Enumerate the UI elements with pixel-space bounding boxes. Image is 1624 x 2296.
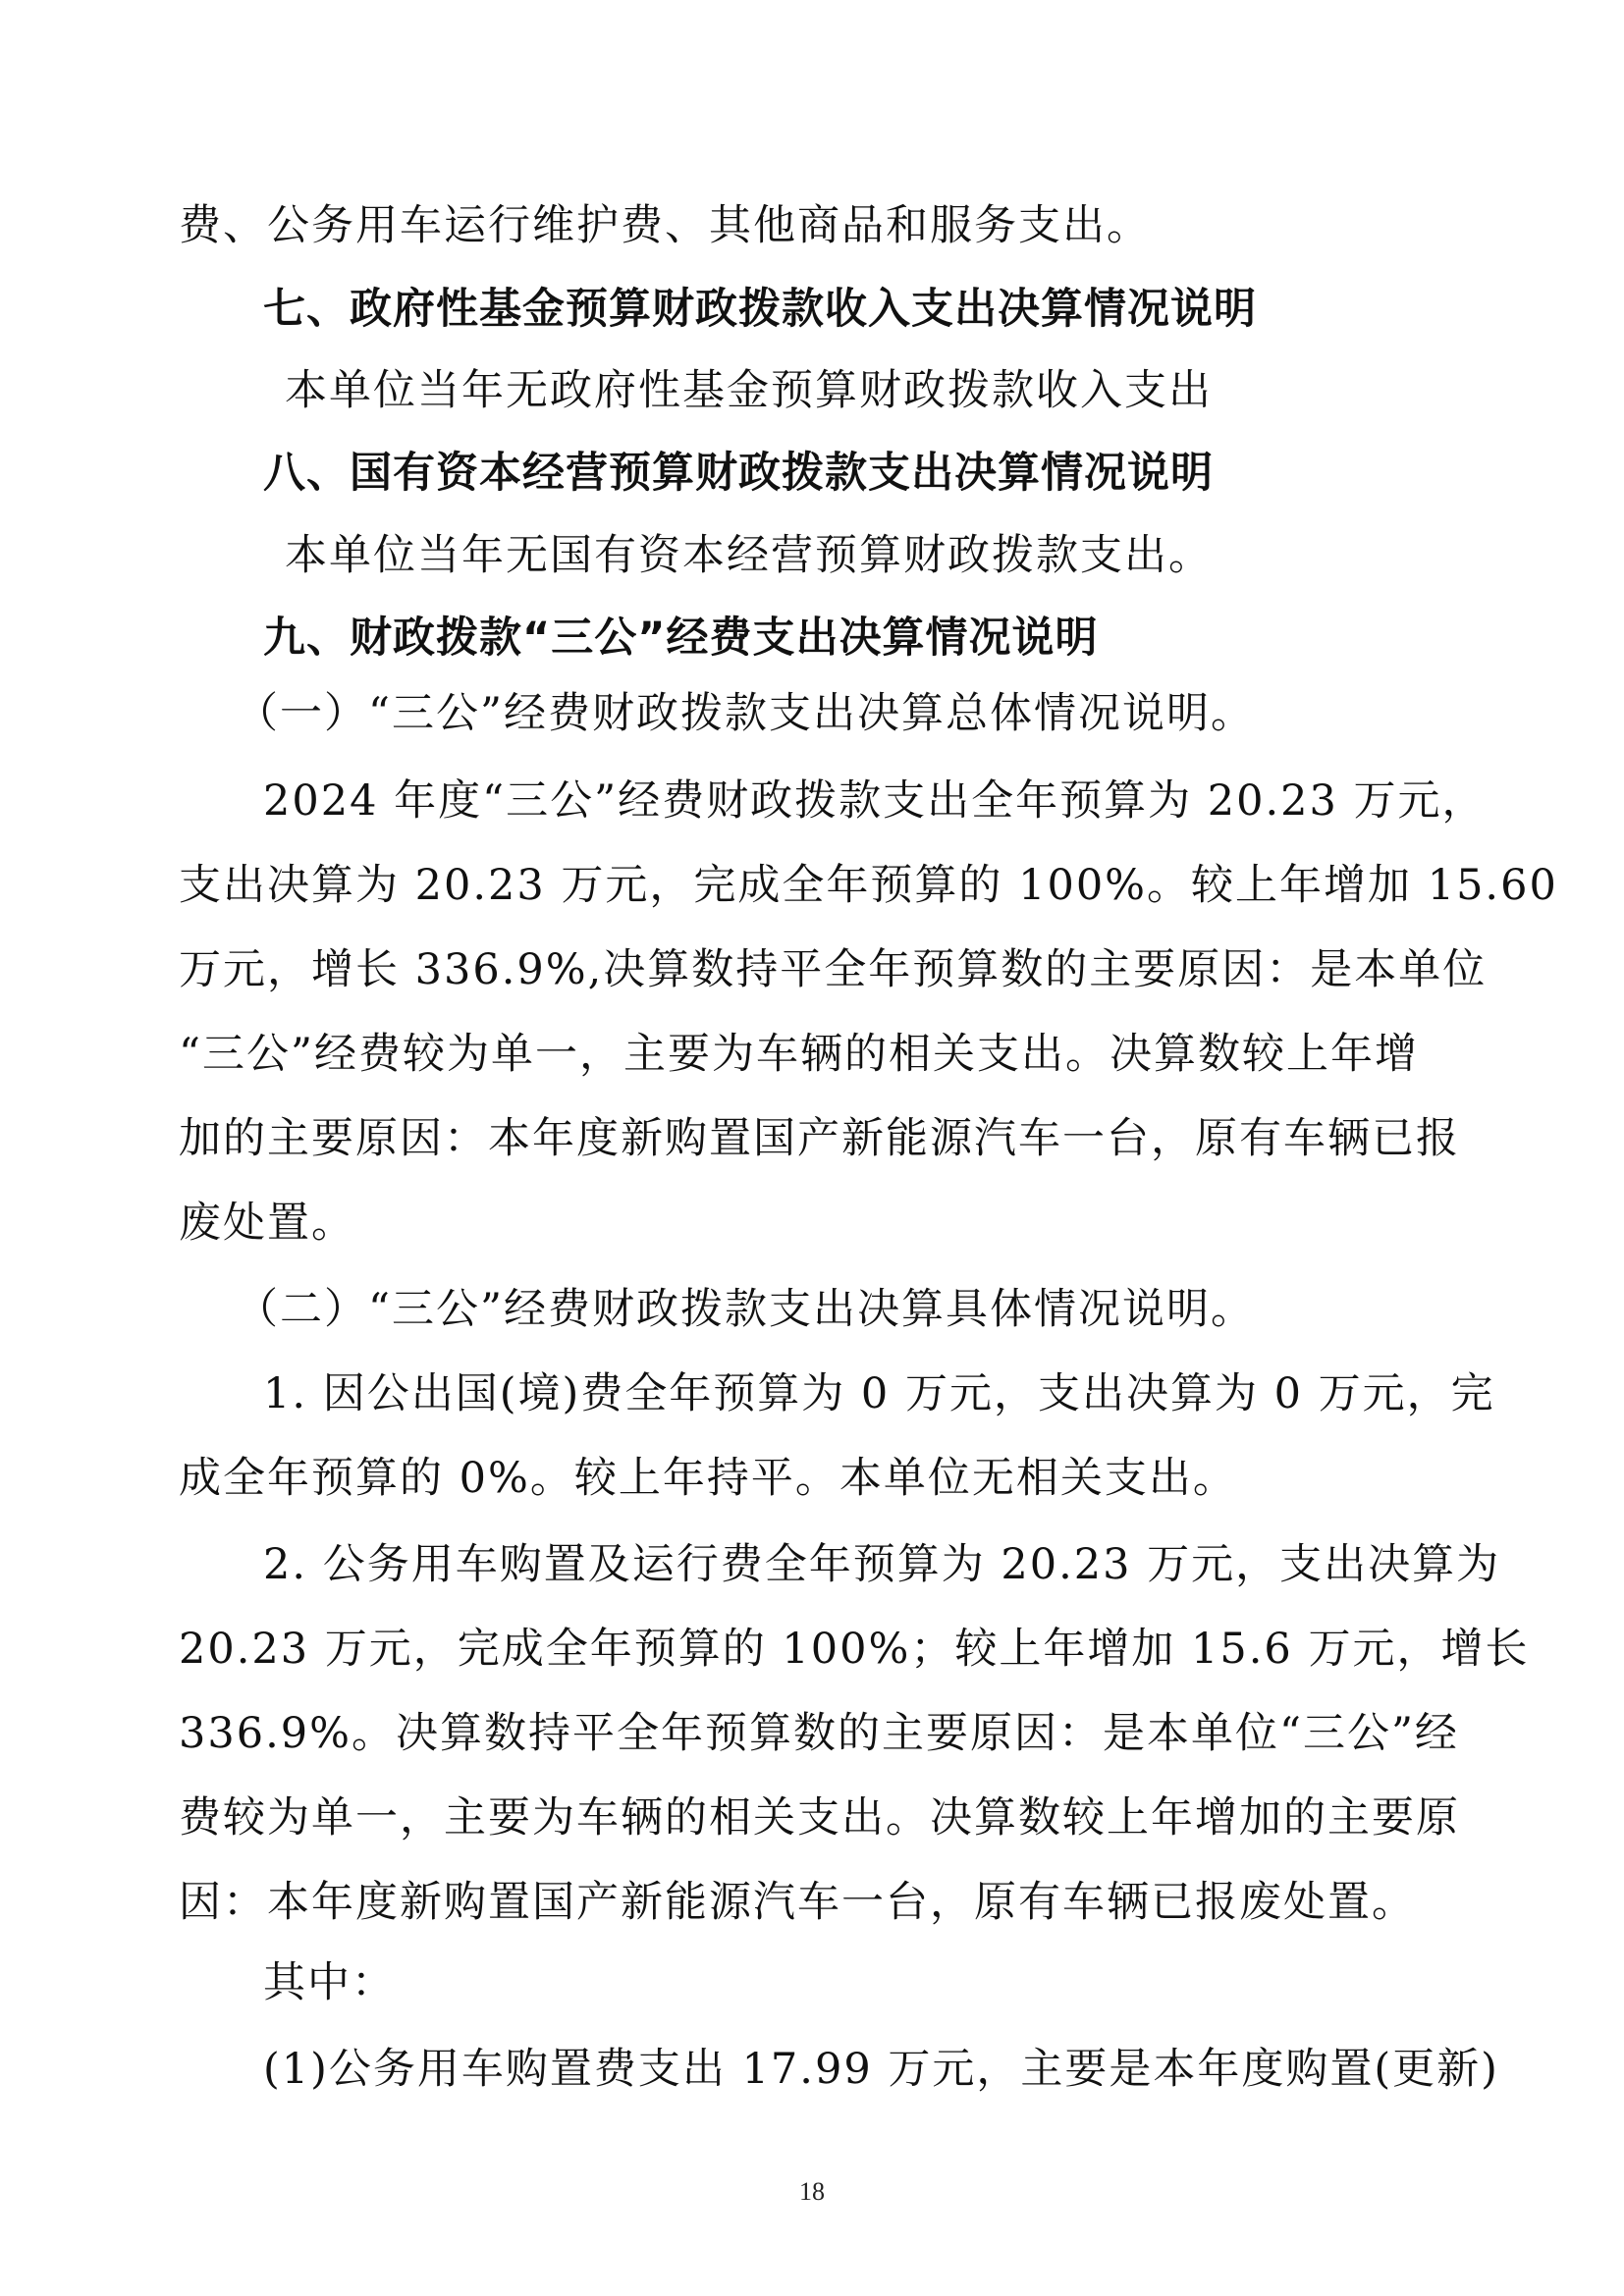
- paragraph-line: 支出决算为 20.23 万元，完成全年预算的 100%。较上年增加 15.60: [179, 861, 1558, 910]
- paragraph-line: 1. 因公出国(境)费全年预算为 0 万元，支出决算为 0 万元，完: [263, 1369, 1495, 1418]
- subsection-heading-2: （二）“三公”经费财政拨款支出决算具体情况说明。: [236, 1285, 1255, 1334]
- paragraph-line: 其中：: [263, 1958, 396, 2007]
- paragraph-line: 20.23 万元，完成全年预算的 100%；较上年增加 15.6 万元，增长: [179, 1625, 1530, 1674]
- paragraph-line: (1)公务用车购置费支出 17.99 万元，主要是本年度购置(更新): [263, 2045, 1499, 2094]
- section-heading-8: 八、国有资本经营预算财政拨款支出决算情况说明: [263, 449, 1214, 498]
- paragraph-line: 万元，增长 336.9%,决算数持平全年预算数的主要原因：是本单位: [179, 945, 1488, 994]
- text-line: 本单位当年无政府性基金预算财政拨款收入支出: [285, 366, 1213, 415]
- text-line: 费、公务用车运行维护费、其他商品和服务支出。: [179, 201, 1151, 250]
- subsection-heading-1: （一）“三公”经费财政拨款支出决算总体情况说明。: [236, 689, 1255, 738]
- paragraph-line: 2. 公务用车购置及运行费全年预算为 20.23 万元，支出决算为: [263, 1540, 1501, 1589]
- paragraph-line: 2024 年度“三公”经费财政拨款支出全年预算为 20.23 万元，: [263, 776, 1487, 826]
- section-heading-9: 九、财政拨款“三公”经费支出决算情况说明: [263, 614, 1099, 663]
- page-number: 18: [799, 2177, 825, 2206]
- section-heading-7: 七、政府性基金预算财政拨款收入支出决算情况说明: [263, 285, 1257, 334]
- text-line: 本单位当年无国有资本经营预算财政拨款支出。: [285, 531, 1213, 580]
- paragraph-line: 因：本年度新购置国产新能源汽车一台，原有车辆已报废处置。: [179, 1878, 1416, 1927]
- paragraph-line: 加的主要原因：本年度新购置国产新能源汽车一台，原有车辆已报: [179, 1114, 1460, 1163]
- paragraph-line: “三公”经费较为单一，主要为车辆的相关支出。决算数较上年增: [179, 1030, 1419, 1079]
- paragraph-line: 336.9%。决算数持平全年预算数的主要原因：是本单位“三公”经: [179, 1709, 1459, 1758]
- paragraph-line: 成全年预算的 0%。较上年持平。本单位无相关支出。: [179, 1454, 1237, 1503]
- paragraph-line: 费较为单一，主要为车辆的相关支出。决算数较上年增加的主要原: [179, 1793, 1460, 1842]
- paragraph-line: 废处置。: [179, 1199, 355, 1248]
